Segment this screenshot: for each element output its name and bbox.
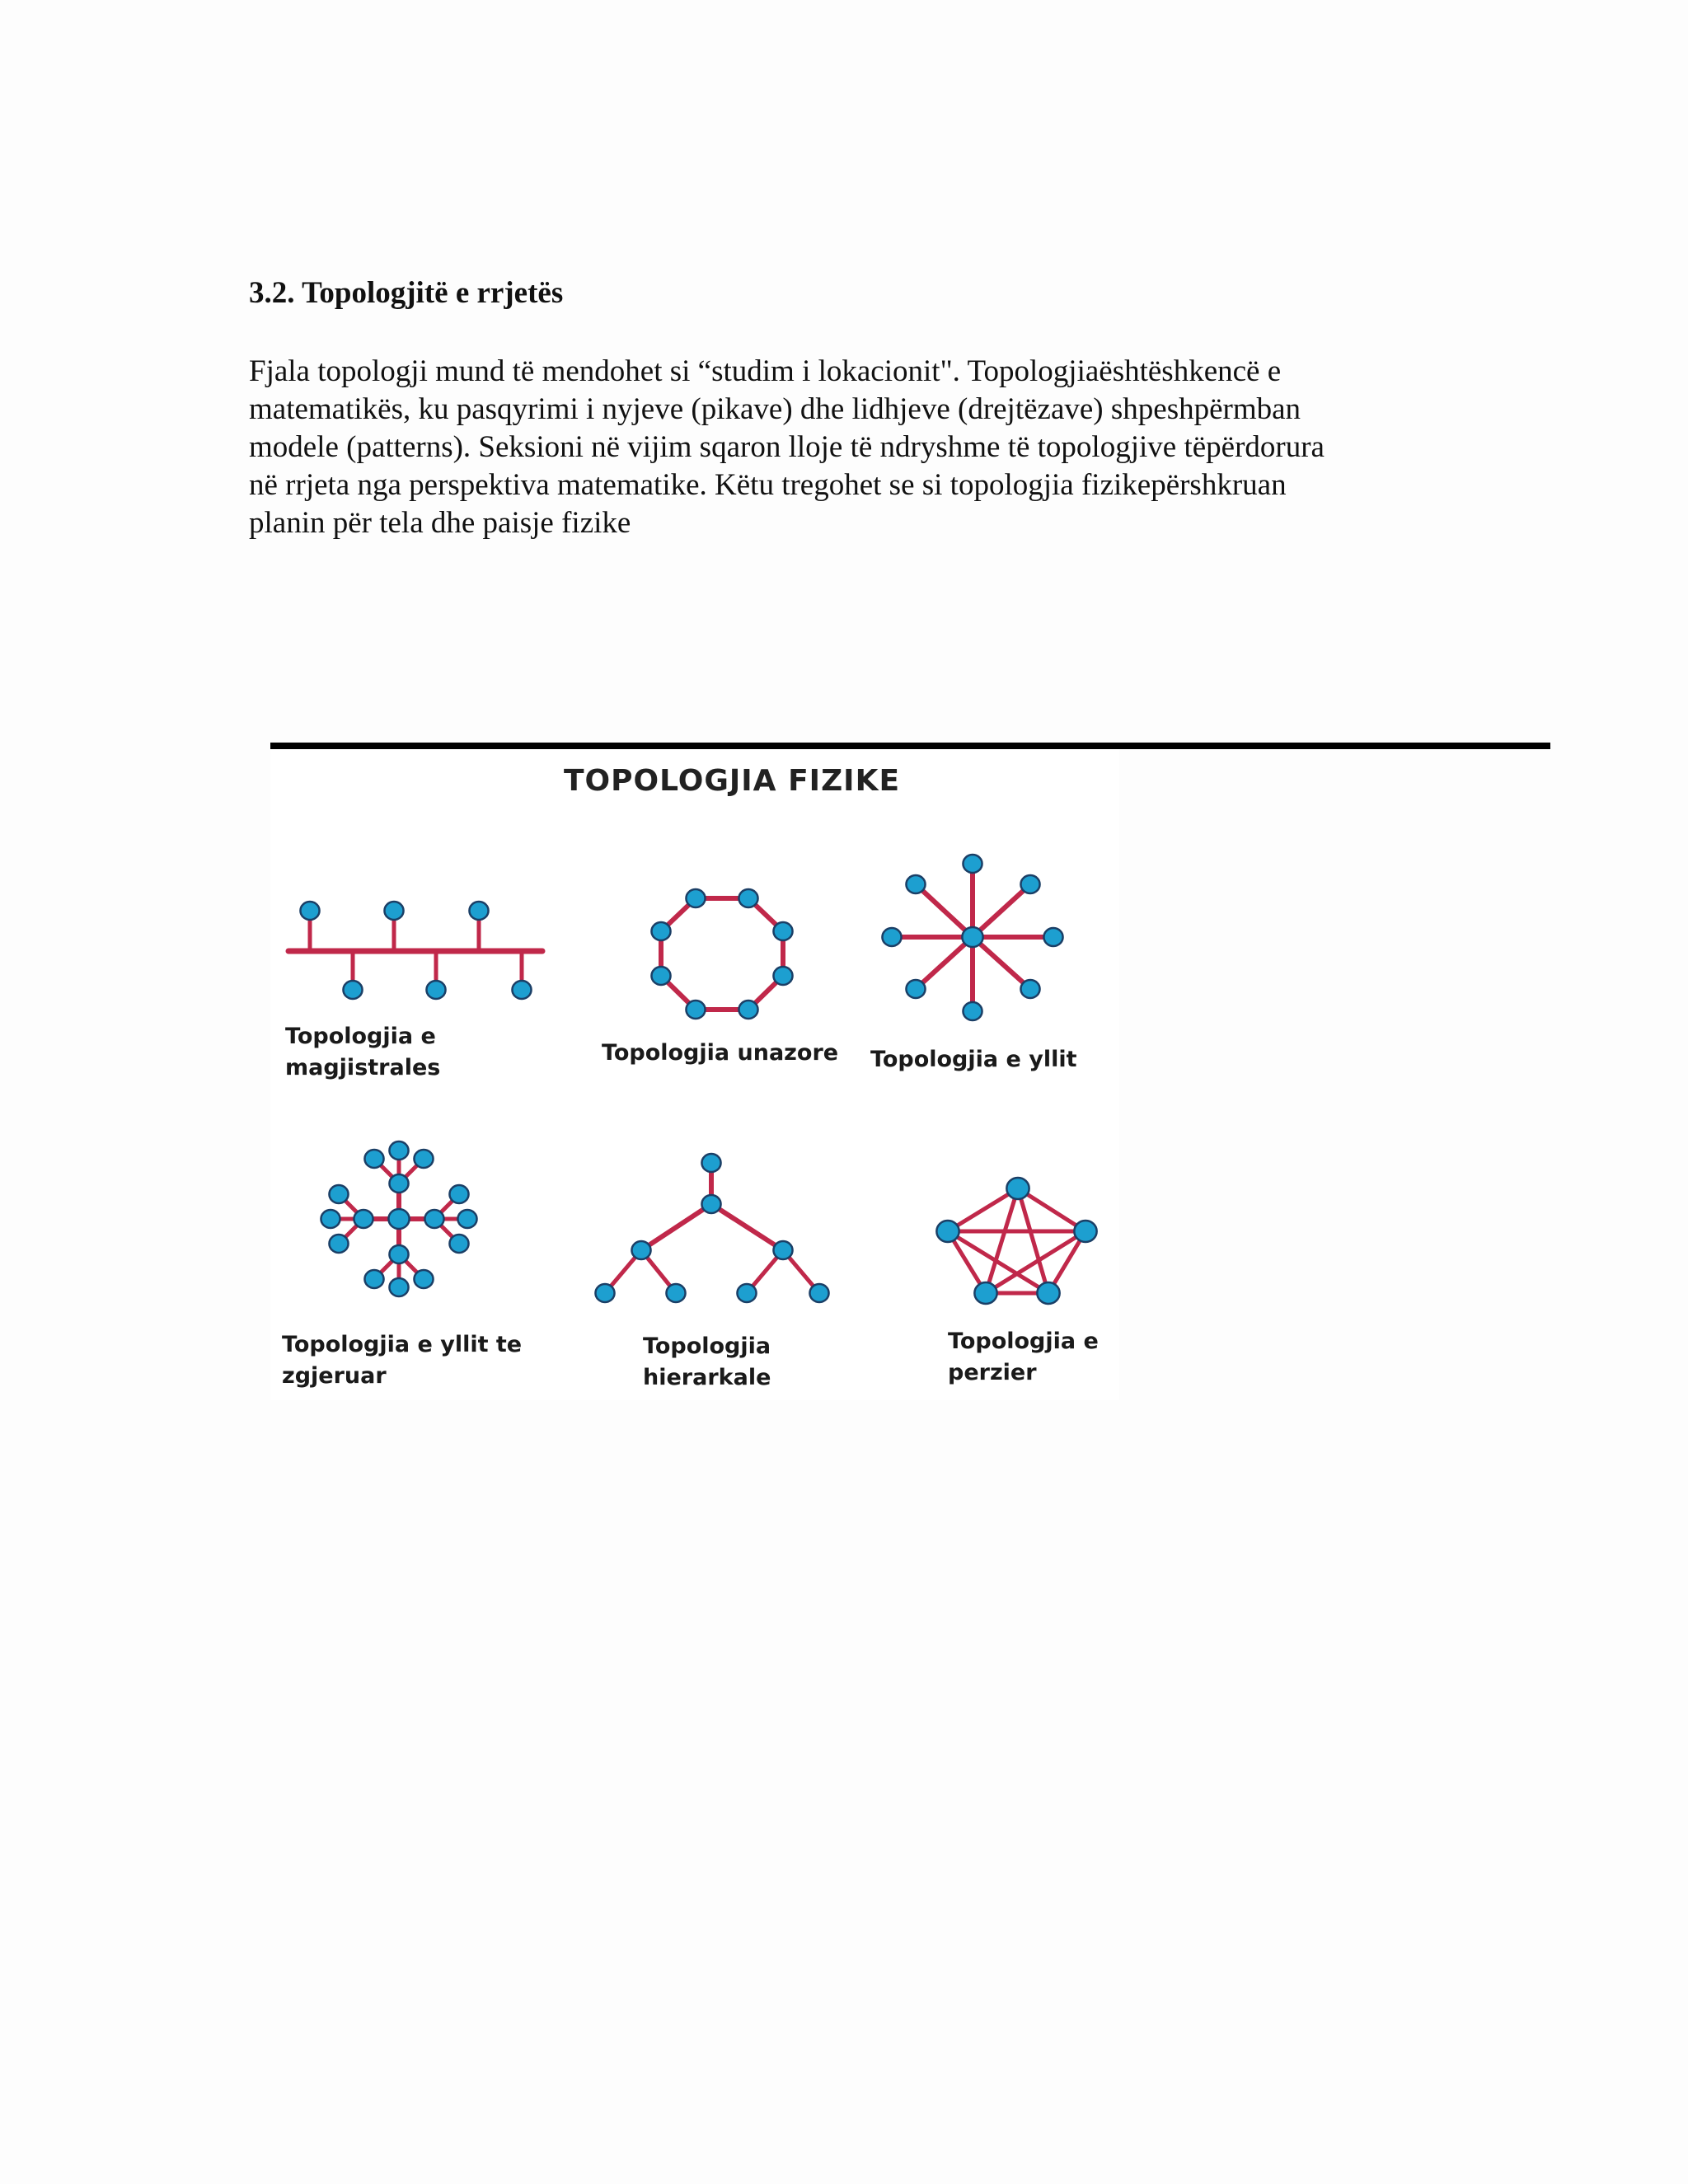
network-node: [773, 967, 792, 985]
network-node: [631, 1241, 650, 1259]
mesh-topology-icon: [936, 1178, 1096, 1304]
paragraph-line: Fjala topologji mund të mendohet si “studim i lokacionit". Topologjiaështëshkencë e: [249, 354, 1282, 388]
network-node: [686, 1001, 705, 1019]
network-node: [701, 1195, 720, 1213]
network-node: [738, 889, 757, 907]
network-node: [469, 902, 488, 920]
network-node: [1020, 875, 1039, 893]
caption-line: zgjeruar: [282, 1363, 387, 1389]
network-node: [1006, 1178, 1029, 1199]
network-node: [701, 1154, 720, 1172]
caption-extended-star-topology: [282, 1329, 522, 1392]
network-node: [651, 967, 670, 985]
network-node: [449, 1235, 468, 1253]
network-node: [962, 927, 982, 947]
network-node: [364, 1270, 383, 1288]
caption-line: Topologjia e: [948, 1329, 1099, 1354]
extended-star-topology-icon: [321, 1141, 476, 1296]
network-node: [686, 889, 705, 907]
network-node: [773, 1241, 792, 1259]
network-node: [595, 1284, 614, 1302]
network-node: [389, 1174, 408, 1193]
network-node: [388, 1209, 409, 1229]
caption-line: Topologjia unazore: [602, 1040, 839, 1066]
network-node: [737, 1284, 756, 1302]
network-node: [773, 922, 792, 940]
network-node: [449, 1185, 468, 1203]
network-link: [916, 937, 973, 989]
network-link: [711, 1204, 783, 1250]
paragraph-line: në rrjeta nga perspektiva matematike. Këtu tregohet se si topologjia fizikepërshkruan: [249, 468, 1287, 502]
hierarchical-topology-icon: [595, 1154, 828, 1302]
network-node: [906, 875, 925, 893]
network-node: [936, 1221, 959, 1242]
section-paragraph: [249, 353, 1535, 542]
ring-topology-icon: [651, 889, 792, 1019]
network-link: [973, 937, 1030, 989]
star-topology-icon: [882, 855, 1062, 1020]
network-node: [963, 1002, 982, 1020]
caption-star-topology: [870, 1044, 1077, 1076]
network-node: [457, 1210, 476, 1228]
topology-figure: [270, 749, 1119, 1400]
caption-bus-topology: [285, 1021, 440, 1084]
network-node: [321, 1210, 340, 1228]
network-link: [916, 884, 973, 937]
network-node: [364, 1150, 383, 1168]
network-node: [651, 922, 670, 940]
paragraph-line: matematikës, ku pasqyrimi i nyjeve (pikave) dhe lidhjeve (drejtëzave) shpeshpërmban: [249, 392, 1301, 426]
network-node: [963, 855, 982, 873]
network-node: [329, 1185, 348, 1203]
network-node: [300, 902, 319, 920]
caption-mesh-topology: [948, 1326, 1099, 1389]
caption-hierarchical-topology: [643, 1331, 771, 1394]
network-node: [738, 1001, 757, 1019]
network-node: [426, 981, 445, 999]
network-node: [512, 981, 531, 999]
bus-topology-icon: [288, 902, 542, 999]
figure-title: TOPOLOGJIA FIZIKE: [563, 764, 901, 798]
network-node: [1037, 1282, 1059, 1304]
network-node: [329, 1235, 348, 1253]
caption-line: Topologjia e: [285, 1024, 436, 1049]
caption-line: Topologjia e yllit: [870, 1047, 1077, 1072]
figure-top-rule: [270, 743, 1550, 749]
network-link: [641, 1204, 711, 1250]
network-node: [809, 1284, 828, 1302]
network-link: [973, 884, 1030, 937]
caption-line: Topologjia e yllit te: [282, 1332, 523, 1357]
network-node: [882, 928, 901, 946]
network-node: [354, 1210, 373, 1228]
network-node: [424, 1210, 443, 1228]
network-node: [389, 1245, 408, 1263]
paragraph-line: planin për tela dhe paisje fizike: [249, 506, 631, 540]
network-node: [414, 1150, 433, 1168]
paragraph-line: modele (patterns). Seksioni në vijim sqaron lloje të ndryshme të topologjive tëpërdorura: [249, 430, 1325, 464]
section-heading: 3.2. Topologjitë e rrjetës: [249, 276, 564, 310]
network-node: [384, 902, 403, 920]
network-node: [666, 1284, 685, 1302]
caption-ring-topology: [602, 1038, 838, 1069]
network-node: [1074, 1221, 1096, 1242]
caption-line: hierarkale: [643, 1365, 771, 1390]
network-node: [414, 1270, 433, 1288]
network-node: [1020, 980, 1039, 998]
caption-line: magjistrales: [285, 1055, 441, 1080]
network-node: [389, 1141, 408, 1160]
caption-line: Topologjia: [643, 1333, 771, 1359]
caption-line: perzier: [948, 1360, 1037, 1385]
network-node: [343, 981, 362, 999]
network-node: [906, 980, 925, 998]
network-node: [974, 1282, 996, 1304]
network-node: [1043, 928, 1062, 946]
network-node: [389, 1278, 408, 1296]
